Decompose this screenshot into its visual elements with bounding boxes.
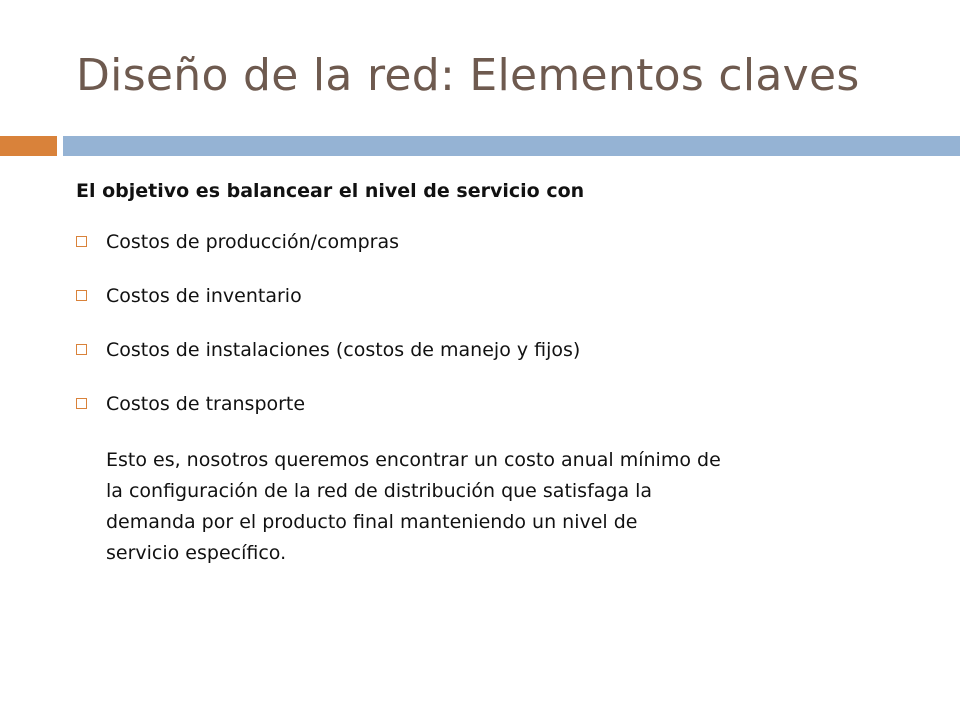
hollow-square-icon [76, 290, 87, 301]
list-item [76, 390, 580, 417]
hollow-square-icon [76, 344, 87, 355]
bullet-text: Costos de transporte [106, 392, 306, 415]
accent-bar-orange [0, 136, 57, 156]
bullet-text: Costos de instalaciones (costos de manejo y fijos) [106, 338, 581, 361]
accent-bar-blue [63, 136, 960, 156]
paragraph-line: demanda por el producto final manteniendo un nivel de [106, 511, 638, 533]
bullet-list [76, 228, 580, 444]
paragraph-line: servicio específico. [106, 542, 287, 564]
list-item [76, 228, 580, 255]
body-paragraph [106, 445, 926, 569]
paragraph-line: Esto es, nosotros queremos encontrar un costo anual mínimo de [106, 449, 721, 471]
bullet-text: Costos de inventario [106, 284, 302, 307]
lead-text: El objetivo es balancear el nivel de servicio con [76, 180, 585, 202]
bullet-text: Costos de producción/compras [106, 230, 400, 253]
hollow-square-icon [76, 236, 87, 247]
paragraph-line: la configuración de la red de distribución que satisfaga la [106, 480, 653, 502]
list-item [76, 282, 580, 309]
list-item [76, 336, 580, 363]
slide-title: Diseño de la red: Elementos claves [76, 50, 860, 101]
hollow-square-icon [76, 398, 87, 409]
